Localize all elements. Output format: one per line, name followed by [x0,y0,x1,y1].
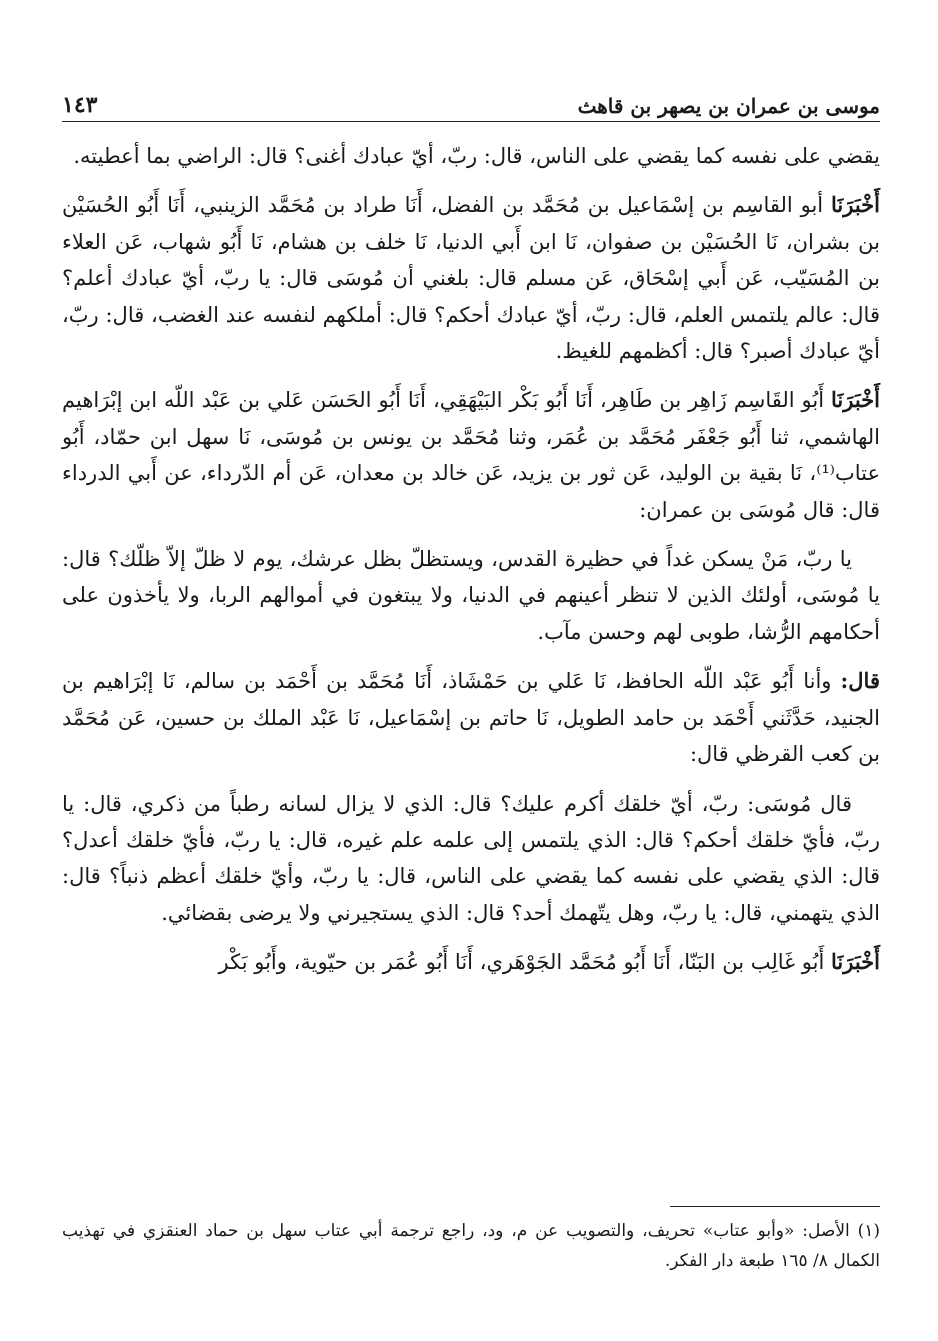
paragraph [62,187,880,369]
paragraph [62,944,880,980]
footnote-text: (١) الأصل: «وأبو عتاب» تحريف، والتصويب عن م، ود، راجع ترجمة أبي عتاب سهل بن حماد العنقزي في تهذيب الكمال ٨/ ١٦٥ طبعة دار الفكر. [62,1221,881,1271]
running-head: موسى بن عمران بن يصهر بن قاهث [577,94,880,118]
paragraph [62,786,880,932]
paragraph-lead: أَخْبَرَنَا [831,192,880,218]
paragraph-lead: قال: [840,668,880,694]
paragraph [62,138,880,174]
paragraph-text: أَبُو القَاسِم زَاهِر بن طَاهِر، أَنَا أَبُو بَكْر البَيْهَقِي، أَنَا أَبُو الحَسَن عَلي بن عَبْد اللّه ابن إبْرَاهيم الهاشمي، ثنا أَبُو جَعْفَر مُحَمَّد بن عُمَر، وثنا مُحَمَّد بن يونس بن مُوسَى، نَا سهل ابن حمّاد، أَبُو عتاب⁽¹⁾، نَا بقية بن الوليد، عَن ثور بن يزيد، عَن خالد بن معدان، عَن أم الدّرداء، عن أَبي الدرداء قال: قال مُوسَى بن عمران: [62,388,880,522]
paragraph-lead: أَخْبَرَنَا [831,949,880,975]
header-rule [62,121,880,122]
paragraph-text: يا ربّ، مَنْ يسكن غداً في حظيرة القدس، ويستظلّ بظل عرشك، يوم لا ظلّ إلاّ ظلّك؟ قال: يا مُوسَى، أولئك الذين لا تنظر أعينهم في الدنيا، ولا يبتغون في أموالهم الربا، ولا يأخذون على أحكامهم الرُّشا، طوبى لهم وحسن مآب. [62,547,880,644]
paragraph-text: قال مُوسَى: ربّ، أيّ خلقك أكرم عليك؟ قال: الذي لا يزال لسانه رطباً من ذكري، قال: يا ربّ، فأيّ خلقك أحكم؟ قال: الذي يلتمس إلى علمه علم غيره، قال: يا ربّ، فأيّ خلقك أعدل؟ قال: الذي يقضي على نفسه كما يقضي على الناس، قال: يا ربّ، وأيّ خلقك أعظم ذنباً؟ قال: الذي يتهمني، قال: يا ربّ، وهل يتّهمك أحد؟ قال: الذي يستجيرني ولا يرضى بقضائي. [62,791,880,925]
main-text [62,138,880,994]
paragraph-text: أبو القاسِم بن إسْمَاعيل بن مُحَمَّد بن الفضل، أَنَا طراد بن مُحَمَّد الزينبي، أَنَا أَبُو الحُسَيْن بن بشران، نَا الحُسَيْن بن صفوان، نَا ابن أَبي الدنيا، نَا خلف بن هشام، نَا أَبُو شهاب، عَن العلاء بن المُسَيّب، عَن أَبي إسْحَاق، عَن مسلم قال: بلغني أن مُوسَى قال: يا ربّ، أيّ عبادك أعلم؟ قال: عالم يلتمس العلم، قال: ربّ، أيّ عبادك أحكم؟ قال: أملكهم لنفسه عند الغضب، قال: ربّ، أيّ عبادك أصبر؟ قال: أكظمهم للغيظ. [62,193,880,364]
page-header [62,78,880,118]
paragraph-text: أَبُو غَالِب بن البَنّا، أَنَا أَبُو مُحَمَّد الجَوْهَري، أَنَا أَبُو عُمَر بن حيّوية، وأَبُو بَكْر [218,950,832,975]
paragraph [62,541,880,650]
footnote [62,1216,880,1276]
paragraph-lead: أَخْبَرَنَا [831,387,880,413]
paragraph [62,382,880,528]
paragraph-text: وأنا أَبُو عَبْد اللّه الحافظ، نَا عَلي بن حَمْشَاذ، أَنَا مُحَمَّد بن أَحْمَد بن سالم، نَا إبْرَاهيم بن الجنيد، حَدَّثَني أَحْمَد بن حامد الطويل، نَا حاتم بن إسْمَاعيل، نَا عَبْد الملك بن حسين، عَن مُحَمَّد بن كعب القرظي قال: [62,669,880,767]
paragraph [62,663,880,772]
paragraph-text: يقضي على نفسه كما يقضي على الناس، قال: ربّ، أيّ عبادك أغنى؟ قال: الراضي بما أعطيته. [73,144,880,168]
footnote-rule [670,1206,880,1207]
page-number: ١٤٣ [62,92,98,118]
